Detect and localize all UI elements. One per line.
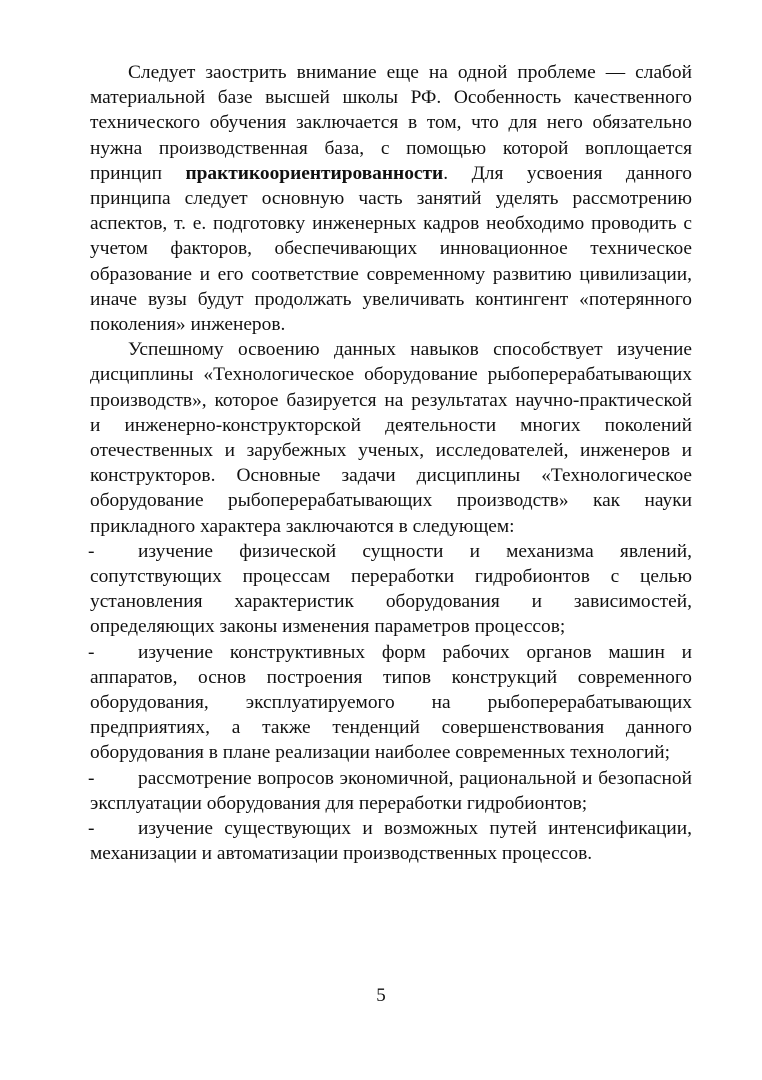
paragraph-1	[90, 60, 692, 337]
list-dash-marker: -	[88, 540, 95, 562]
page-number: 5	[376, 985, 386, 1006]
paragraph-2: Успешному освоению данных навыков способствует изучение дисциплины «Технологическое оборудование рыбоперерабатывающих производств», которое базируется на результатах научно-практической и инженерно-конструкторской деятельности многих поколений отечественных и зарубежных ученых, исследователей, инженеров и конструкторов. Основные задачи дисциплины «Технологическое оборудование рыбоперерабатывающих производств» как науки прикладного характера заключаются в следующем:	[90, 339, 692, 537]
list-item	[90, 766, 692, 816]
task-list	[90, 539, 692, 867]
list-item-text: изучение физической сущности и механизма явлений, сопутствующих процессам переработки гидробионтов с целью установления характеристик оборудования и зависимостей, определяющих законы изменения параметров процессов;	[90, 540, 692, 638]
list-item	[90, 539, 692, 640]
list-item-text: изучение существующих и возможных путей интенсификации, механизации и автоматизации производственных процессов.	[90, 818, 692, 865]
document-page	[90, 60, 692, 867]
paragraph-1-text-start: Следует заострить внимание еще на одной проблеме — слабой материальной базе высшей школы РФ. Особенность качественного технического обучения заключается в том, что для него обязательно нужна производственная база, с помощью которой воплощается принцип	[90, 62, 692, 184]
list-item	[90, 816, 692, 866]
list-item-text: изучение конструктивных форм рабочих органов машин и аппаратов, основ построения типов конструкций современного оборудования, эксплуатируемого на рыбоперерабатывающих предприятиях, а также тенденций совершенствования данного оборудования в плане реализации наиболее современных технологий;	[90, 641, 692, 764]
paragraph-1-text-end: . Для усвоения данного принципа следует основную часть занятий уделять рассмотрению аспектов, т. е. подготовку инженерных кадров необходимо проводить с учетом факторов, обеспечивающих инновационное техническое образование и его соответствие современному развитию цивилизации, иначе вузы будут продолжать увеличивать контингент «потерянного поколения» инженеров.	[90, 162, 692, 336]
list-dash-marker: -	[88, 641, 95, 663]
list-dash-marker: -	[88, 767, 95, 789]
bold-term: практикоориентированности	[185, 162, 444, 184]
list-item	[90, 640, 692, 766]
list-item-text: рассмотрение вопросов экономичной, рациональной и безопасной эксплуатации оборудования для переработки гидробионтов;	[90, 767, 692, 814]
list-dash-marker: -	[88, 818, 95, 840]
